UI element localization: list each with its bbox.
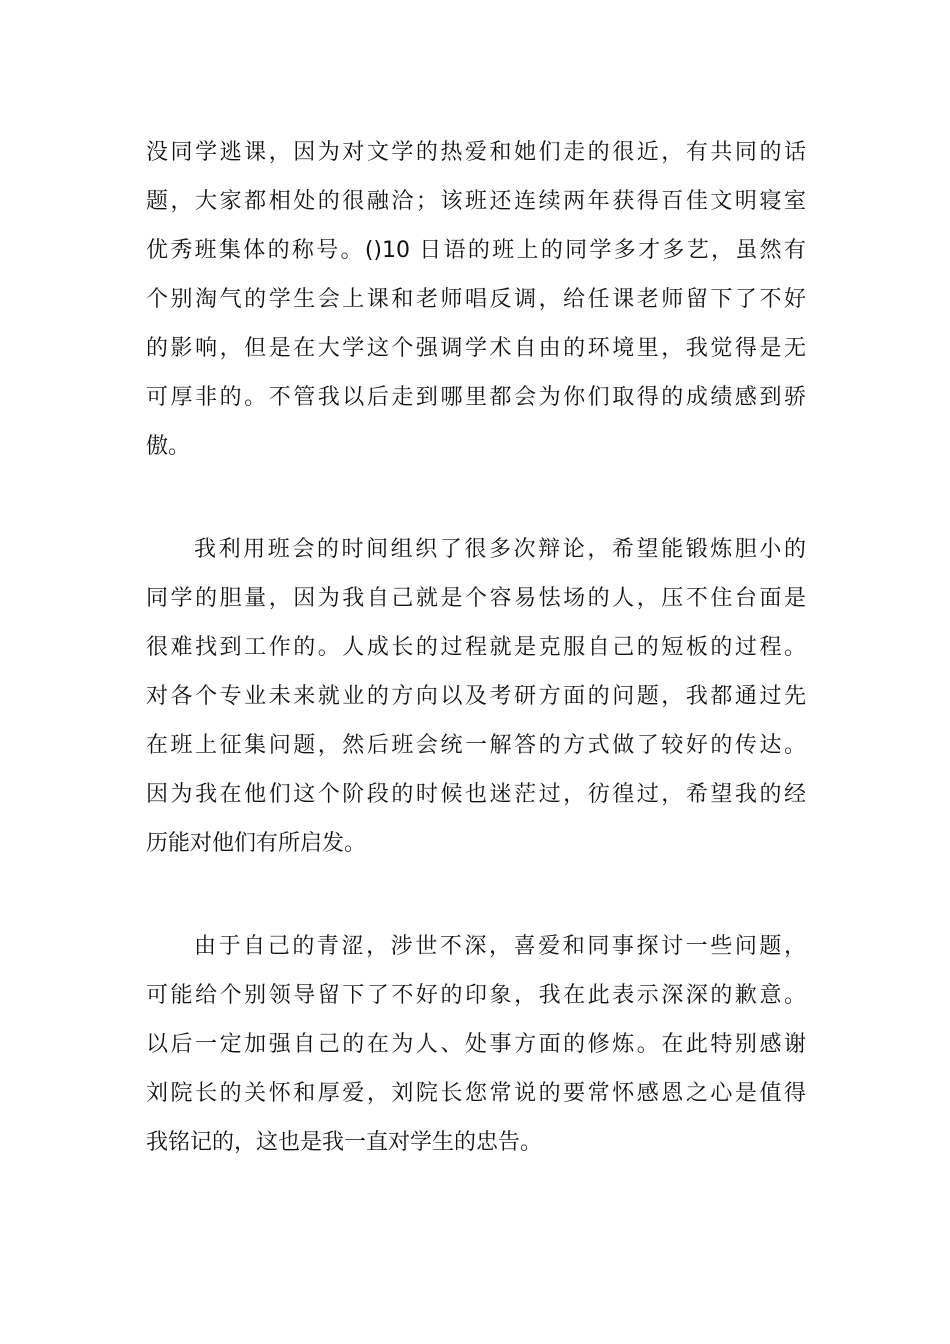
paragraph-3 [146, 922, 806, 1167]
paragraph-line: 对各个专业未来就业的方向以及考研方面的问题，我都通过先 [146, 684, 806, 709]
paragraph-line: 可厚非的。不管我以后走到哪里都会为你们取得的成绩感到骄 [146, 385, 806, 410]
paragraph-line: 的影响，但是在大学这个强调学术自由的环境里，我觉得是无 [146, 336, 806, 361]
paragraph-line: 同学的胆量，因为我自己就是个容易怯场的人，压不住台面是 [146, 586, 806, 611]
paragraph-1 [146, 128, 806, 471]
paragraph-line: 在班上征集问题，然后班会统一解答的方式做了较好的传达。 [146, 733, 806, 758]
paragraph-line: 刘院长的关怀和厚爱，刘院长您常说的要常怀感恩之心是值得 [146, 1081, 806, 1106]
paragraph-line: 因为我在他们这个阶段的时候也迷茫过，彷徨过，希望我的经 [146, 782, 806, 807]
paragraph-line: 很难找到工作的。人成长的过程就是克服自己的短板的过程。 [146, 635, 806, 660]
paragraph-line: 没同学逃课，因为对文学的热爱和她们走的很近，有共同的话 [146, 140, 806, 165]
paragraph-line: 历能对他们有所启发。 [146, 831, 367, 856]
paragraph-line: 我铭记的，这也是我一直对学生的忠告。 [146, 1130, 543, 1155]
paragraph-line: 傲。 [146, 434, 191, 459]
paragraph-line: 以后一定加强自己的在为人、处事方面的修炼。在此特别感谢 [146, 1032, 806, 1057]
paragraph-line: 由于自己的青涩，涉世不深，喜爱和同事探讨一些问题， [194, 934, 806, 959]
paragraph-2 [146, 525, 806, 868]
paragraph-line: 我利用班会的时间组织了很多次辩论，希望能锻炼胆小的 [194, 537, 806, 562]
paragraph-line: 个别淘气的学生会上课和老师唱反调，给任课老师留下了不好 [146, 287, 806, 312]
paragraph-line: 可能给个别领导留下了不好的印象，我在此表示深深的歉意。 [146, 983, 806, 1008]
paragraph-line: 题，大家都相处的很融洽；该班还连续两年获得百佳文明寝室 [146, 189, 806, 214]
paragraph-line: 优秀班集体的称号。()10 日语的班上的同学多才多艺，虽然有 [146, 238, 806, 263]
